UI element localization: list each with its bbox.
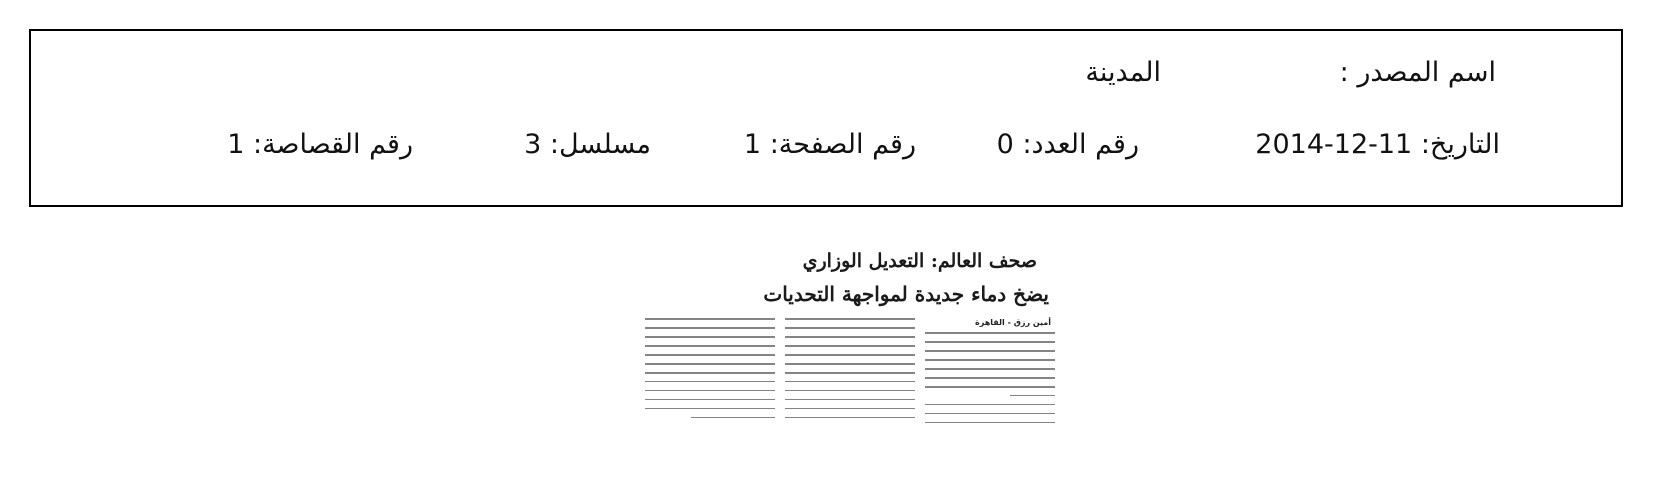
article-column-right — [925, 332, 1055, 452]
source-value: المدينة — [1085, 57, 1161, 88]
clipping-headline: صحف العالم: التعديل الوزاري — [802, 250, 1037, 272]
serial-field: مسلسل: 3 — [524, 129, 651, 160]
article-column-left — [645, 318, 775, 438]
clipping-number-field: رقم القصاصة: 1 — [227, 129, 413, 160]
article-column-middle — [785, 318, 915, 438]
date-field: التاريخ: 11-12-2014 — [1255, 129, 1500, 160]
page-number-field: رقم الصفحة: 1 — [743, 129, 916, 160]
source-label: اسم المصدر : — [1339, 57, 1496, 88]
clip-info-box — [29, 29, 1623, 207]
clipping-byline: أمين رزق - القاهرة — [975, 318, 1051, 327]
issue-number-field: رقم العدد: 0 — [996, 129, 1139, 160]
clipping-subheadline: يضخ دماء جديدة لمواجهة التحديات — [763, 282, 1049, 306]
newspaper-clipping — [640, 248, 1055, 453]
